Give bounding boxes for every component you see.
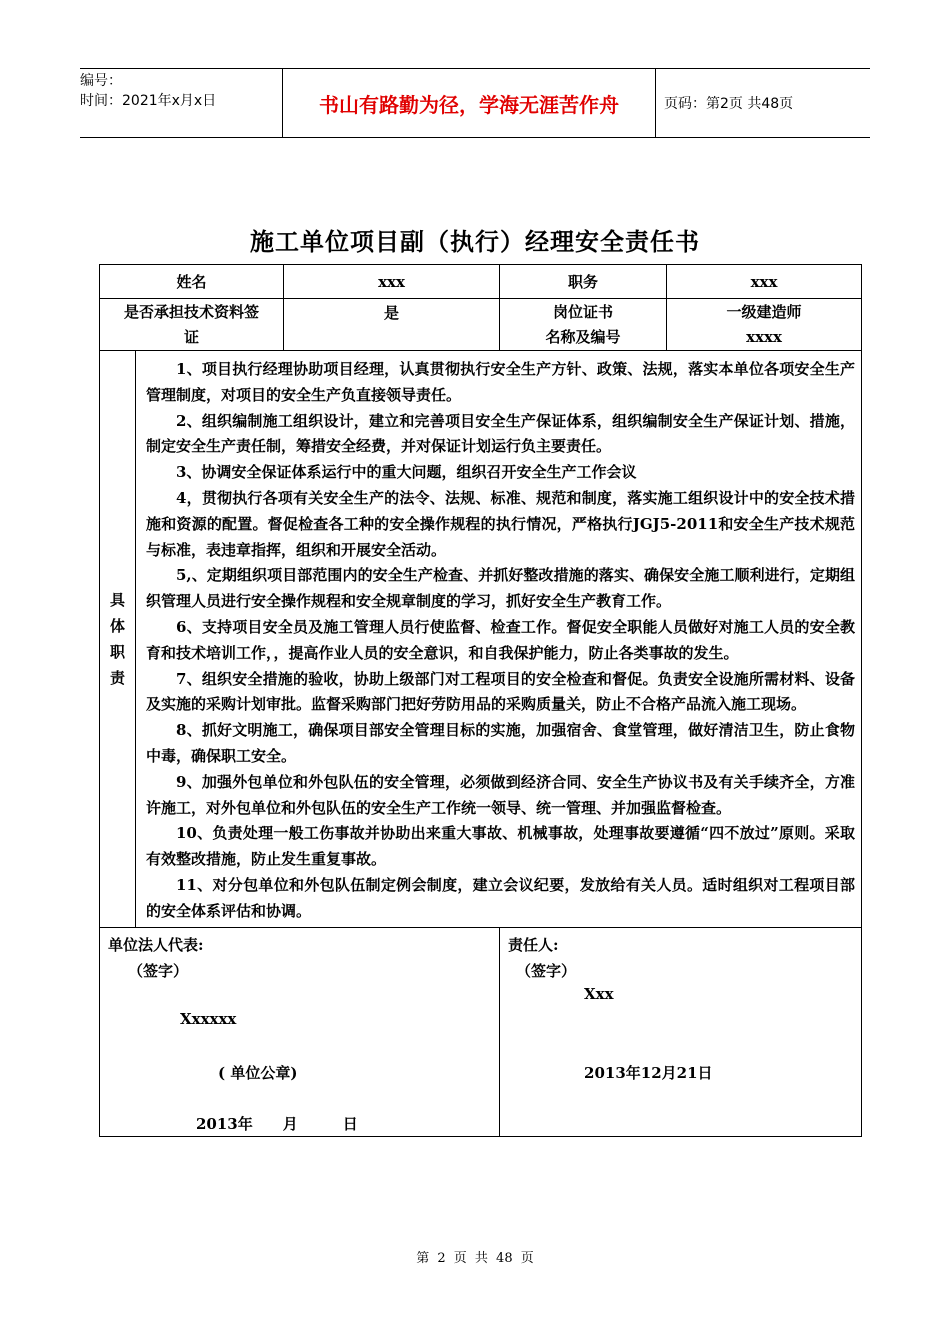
tech-sign-label-line2: 证 bbox=[184, 327, 200, 346]
header-motto: 书山有路勤为径，学海无涯苦作舟 bbox=[282, 69, 656, 137]
duties-label-char: 责 bbox=[109, 668, 125, 687]
header-page-number: 页码：第2页 共48页 bbox=[664, 96, 794, 112]
document-title: 施工单位项目副（执行）经理安全责任书 bbox=[250, 227, 700, 256]
duty-item: 1、项目执行经理协助项目经理，认真贯彻执行安全生产方针、政策、法规，落实本单位各项安全生产管理制度，对项目的安全生产负直接领导责任。 bbox=[146, 360, 856, 404]
duties-label-char: 职 bbox=[109, 642, 125, 661]
cert-label bbox=[500, 299, 667, 351]
duty-item: 3、协调安全保证体系运行中的重大问题，组织召开安全生产工作会议 bbox=[176, 463, 637, 482]
duty-item: 7、组织安全措施的验收，协助上级部门对工程项目的安全检查和督促。负责安全设施所需材料、设备及实施的采购计划审批。监督采购部门把好劳防用品的采购质量关，防止不合格产品流入施工现场。 bbox=[146, 669, 856, 714]
signature-left bbox=[100, 927, 500, 1136]
duties-label-char: 体 bbox=[109, 616, 125, 635]
responsibility-table bbox=[99, 264, 862, 1137]
cert-value bbox=[667, 299, 862, 351]
responsible-sign: （签字） bbox=[516, 961, 577, 980]
duties-list bbox=[136, 351, 862, 928]
duty-item: 5,、定期组织项目部范围内的安全生产检查、并抓好整改措施的落实、确保安全施工顺利进行，定期组织管理人员进行安全操作规程和安全规章制度的学习，抓好安全生产教育工作。 bbox=[146, 566, 856, 611]
cert-label-line1: 岗位证书 bbox=[553, 302, 614, 321]
page-footer: 第 2 页 共 48 页 bbox=[416, 1251, 534, 1266]
legal-rep-sign: （签字） bbox=[128, 961, 189, 980]
header-meta bbox=[80, 69, 280, 139]
position-value: xxx bbox=[667, 265, 862, 299]
info-row-2 bbox=[100, 299, 862, 351]
legal-rep-date: 2013年 月 日 bbox=[196, 1114, 358, 1133]
duty-item: 2、组织编制施工组织设计，建立和完善项目安全生产保证体系，组织编制安全生产保证计划、措施，制定安全生产责任制，筹措安全经费，并对保证计划运行负主要责任。 bbox=[146, 411, 856, 456]
name-label: 姓名 bbox=[100, 265, 284, 299]
number-label: 编号： bbox=[80, 73, 122, 89]
duties-label bbox=[100, 351, 136, 928]
responsible-date: 2013年12月21日 bbox=[584, 1063, 713, 1082]
signature-right bbox=[500, 927, 862, 1136]
responsible-name: Xxx bbox=[584, 984, 614, 1003]
duty-item: 9、加强外包单位和外包队伍的安全管理，必须做到经济合同、安全生产协议书及有关手续齐全，方准许施工，对外包单位和外包队伍的安全生产工作统一领导、统一管理、并加强监督检查。 bbox=[146, 772, 856, 817]
info-row-1 bbox=[100, 265, 862, 299]
duty-item: 6、支持项目安全员及施工管理人员行使监督、检查工作。督促安全职能人员做好对施工人员的安全教育和技术培训工作，，提高作业人员的安全意识，和自我保护能力，防止各类事故的发生。 bbox=[146, 617, 856, 662]
page-header bbox=[80, 68, 870, 138]
duty-item: 4，贯彻执行各项有关安全生产的法令、法规、标准、规范和制度，落实施工组织设计中的安全技术措施和资源的配置。督促检查各工种的安全操作规程的执行情况，严格执行JGJ5-2011和安全生产技术规范与标准，表违章指挥，组织和开展安全活动。 bbox=[146, 488, 856, 559]
responsible-label: 责任人: bbox=[508, 935, 559, 954]
cert-label-line2: 名称及编号 bbox=[545, 327, 621, 346]
date-label: 时间：2021年x月x日 bbox=[80, 93, 217, 109]
duty-item: 11、对分包单位和外包队伍制定例会制度，建立会议纪要，发放给有关人员。适时组织对工程项目部的安全体系评估和协调。 bbox=[146, 875, 856, 920]
duties-row bbox=[100, 351, 862, 928]
tech-sign-value: 是 bbox=[284, 299, 500, 351]
duty-item: 10、负责处理一般工伤事故并协助出来重大事故、机械事故，处理事故要遵循“四不放过”原则。采取有效整改措施，防止发生重复事故。 bbox=[146, 824, 856, 869]
tech-sign-label bbox=[100, 299, 284, 351]
signature-row bbox=[100, 927, 862, 1136]
company-seal-label: ( 单位公章) bbox=[218, 1063, 298, 1082]
legal-rep-name: Xxxxxx bbox=[180, 1009, 237, 1028]
name-value: xxx bbox=[284, 265, 500, 299]
duty-item: 8、抓好文明施工，确保项目部安全管理目标的实施，加强宿舍、食堂管理，做好清洁卫生，防止食物中毒，确保职工安全。 bbox=[146, 721, 856, 765]
position-label: 职务 bbox=[500, 265, 667, 299]
cert-value-line2: xxxx bbox=[746, 327, 782, 346]
cert-value-line1: 一级建造师 bbox=[726, 302, 802, 321]
duties-label-char: 具 bbox=[109, 590, 125, 609]
tech-sign-label-line1: 是否承担技术资料签 bbox=[124, 302, 260, 321]
legal-rep-label: 单位法人代表: bbox=[108, 935, 204, 954]
